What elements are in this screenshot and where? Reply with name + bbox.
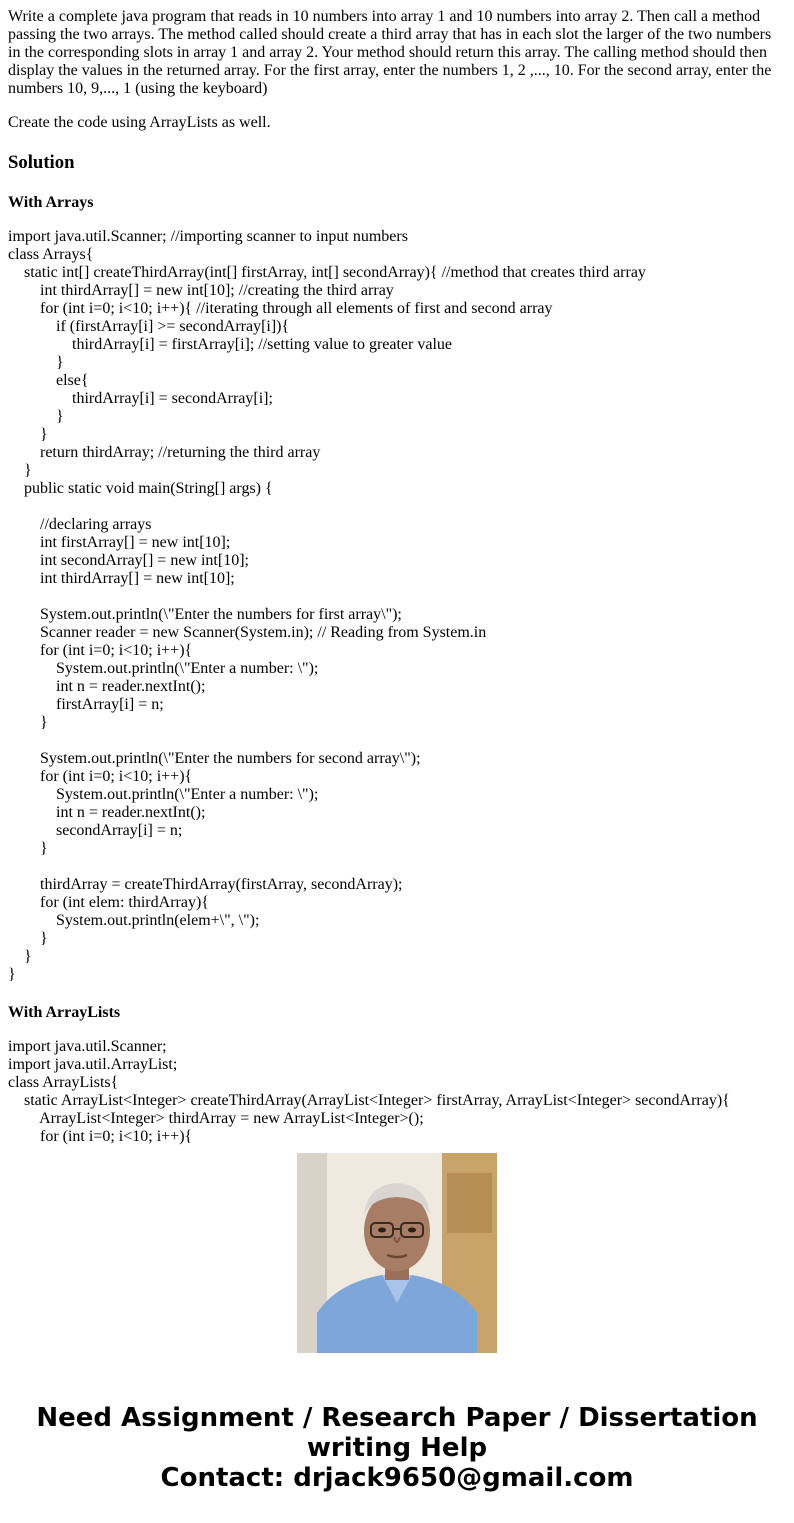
code-line: secondArray[i] = n; xyxy=(8,822,183,839)
code-line: } xyxy=(8,840,48,857)
promo-contact: Contact: drjack9650@gmail.com xyxy=(160,1463,634,1493)
code-line: firstArray[i] = n; xyxy=(8,696,164,713)
code-line: } xyxy=(8,426,48,443)
code-line xyxy=(8,858,786,876)
code-line: int thirdArray[] = new int[10]; xyxy=(8,570,235,587)
solution-heading: Solution xyxy=(8,152,75,173)
code-line: else{ xyxy=(8,372,89,389)
code-line: } xyxy=(8,948,32,965)
code-line: System.out.println(elem+\", \"); xyxy=(8,912,260,929)
code-line: int secondArray[] = new int[10]; xyxy=(8,552,249,569)
code-line: static ArrayList<Integer> createThirdArray(ArrayList<Integer> firstArray, ArrayList<Integer> secondArray){ xyxy=(8,1092,730,1109)
code-line: class Arrays{ xyxy=(8,246,94,263)
code-line: Scanner reader = new Scanner(System.in); // Reading from System.in xyxy=(8,624,487,641)
code-line: int n = reader.nextInt(); xyxy=(8,804,206,821)
code-line: ArrayList<Integer> thirdArray = new ArrayList<Integer>(); xyxy=(8,1110,424,1127)
code-line: import java.util.Scanner; //importing scanner to input numbers xyxy=(8,228,408,245)
section-heading-arraylists: With ArrayLists xyxy=(8,1004,121,1021)
section-heading-arrays: With Arrays xyxy=(8,194,94,211)
code-line: thirdArray[i] = firstArray[i]; //setting value to greater value xyxy=(8,336,452,353)
promo-line-2: writing Help xyxy=(306,1433,488,1463)
code-line: thirdArray[i] = secondArray[i]; xyxy=(8,390,273,407)
code-line: static int[] createThirdArray(int[] firstArray, int[] secondArray){ //method that creates third array xyxy=(8,264,646,281)
code-line: return thirdArray; //returning the third array xyxy=(8,444,321,461)
code-line: } xyxy=(8,408,64,425)
code-line: for (int i=0; i<10; i++){ //iterating through all elements of first and second array xyxy=(8,300,553,317)
code-line: //declaring arrays xyxy=(8,516,152,533)
code-line: import java.util.Scanner; xyxy=(8,1038,167,1055)
code-line: System.out.println(\"Enter the numbers for first array\"); xyxy=(8,606,402,623)
code-line: for (int i=0; i<10; i++){ xyxy=(8,642,193,659)
code-line xyxy=(8,498,786,516)
code-line: } xyxy=(8,462,32,479)
code-line xyxy=(8,732,786,750)
code-line: int n = reader.nextInt(); xyxy=(8,678,206,695)
code-line: } xyxy=(8,930,48,947)
promo-line-1: Need Assignment / Research Paper / Dissertation xyxy=(36,1403,758,1433)
code-line: } xyxy=(8,354,64,371)
code-line xyxy=(8,588,786,606)
promo-banner xyxy=(0,1403,794,1493)
author-photo xyxy=(297,1153,497,1353)
code-line: import java.util.ArrayList; xyxy=(8,1056,178,1073)
code-line: for (int i=0; i<10; i++){ xyxy=(8,1128,193,1145)
code-line: if (firstArray[i] >= secondArray[i]){ xyxy=(8,318,290,335)
code-line: System.out.println(\"Enter the numbers for second array\"); xyxy=(8,750,421,767)
code-line: System.out.println(\"Enter a number: \"); xyxy=(8,786,319,803)
question-text: Write a complete java program that reads in 10 numbers into array 1 and 10 numbers into array 2. Then call a method passing the two arrays. The method called should create a third array that has in each slot the larger of the two numbers in the corresponding slots in array 1 and array 2. Your method should return this array. The calling method should then display the values in the returned array. For the first array, enter the numbers 1, 2 ,..., 10. For the second array, enter the numbers 10, 9,..., 1 (using the keyboard) xyxy=(8,8,772,97)
note-text: Create the code using ArrayLists as well. xyxy=(8,114,271,131)
code-line: int firstArray[] = new int[10]; xyxy=(8,534,231,551)
document-content xyxy=(8,0,786,1145)
code-line: } xyxy=(8,714,48,731)
code-line: int thirdArray[] = new int[10]; //creating the third array xyxy=(8,282,394,299)
code-line: class ArrayLists{ xyxy=(8,1074,119,1091)
code-line: for (int i=0; i<10; i++){ xyxy=(8,768,193,785)
code-line: System.out.println(\"Enter a number: \"); xyxy=(8,660,319,677)
code-block-arrays xyxy=(8,228,786,984)
code-line: thirdArray = createThirdArray(firstArray, secondArray); xyxy=(8,876,403,893)
code-block-arraylists xyxy=(8,1038,786,1146)
code-line: } xyxy=(8,966,16,983)
code-line: public static void main(String[] args) { xyxy=(8,480,273,497)
code-line: for (int elem: thirdArray){ xyxy=(8,894,209,911)
